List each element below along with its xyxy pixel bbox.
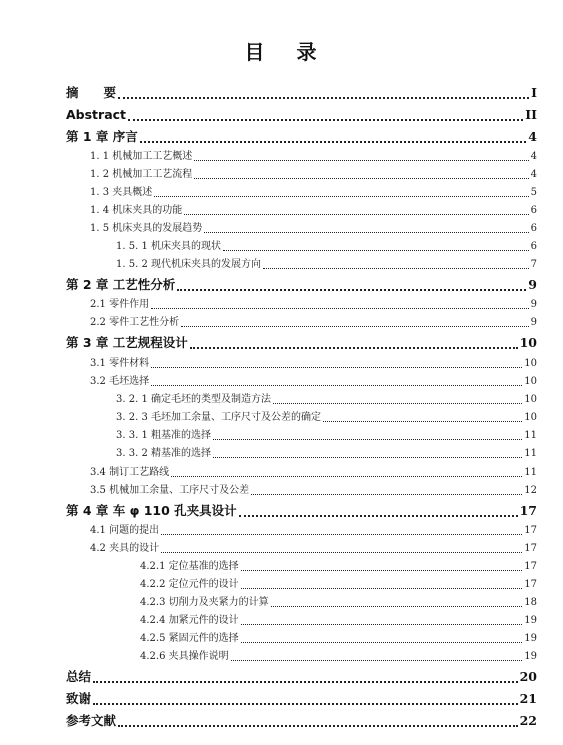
toc-section-entry[interactable] <box>116 257 537 272</box>
toc-entry-title: 3. 2. 3 毛坯加工余量、工序尺寸及公差的确定 <box>116 412 321 423</box>
toc-leader-dots <box>239 515 518 517</box>
toc-page-number: 10 <box>524 412 537 423</box>
toc-leader-dots <box>273 403 522 404</box>
toc-entry-title: 4.2.1 定位基准的选择 <box>140 561 239 572</box>
toc-leader-dots <box>204 232 528 233</box>
toc-leader-dots <box>118 97 529 99</box>
toc-entry-title: 1. 3 夹具概述 <box>90 187 153 198</box>
toc-entry-title: 第 2 章 工艺性分析 <box>66 277 176 292</box>
toc-section-entry[interactable] <box>90 374 537 389</box>
toc-leader-dots <box>184 214 528 215</box>
toc-chapter-entry[interactable] <box>66 128 537 146</box>
toc-page-number: 11 <box>524 467 537 478</box>
toc-leader-dots <box>231 660 523 661</box>
toc-page-number: 17 <box>524 561 537 572</box>
toc-page-number: 17 <box>524 579 537 590</box>
toc-leader-dots <box>171 476 522 477</box>
toc-section-entry[interactable] <box>116 428 537 443</box>
page-title-char-2: 录 <box>296 40 319 64</box>
toc-entry-title: Abstract <box>66 107 127 122</box>
toc-page-number: 4 <box>530 151 537 162</box>
toc-leader-dots <box>177 289 526 291</box>
toc-entry-title: 4.1 问题的提出 <box>90 525 160 536</box>
toc-section-entry[interactable] <box>116 392 537 407</box>
toc-leader-dots <box>190 347 518 349</box>
toc-leader-dots <box>241 624 523 625</box>
toc-leader-dots <box>251 494 522 495</box>
toc-section-entry[interactable] <box>140 559 537 574</box>
toc-section-entry[interactable] <box>90 465 537 480</box>
toc-page-number: 10 <box>524 394 537 405</box>
toc-leader-dots <box>154 196 528 197</box>
toc-chapter-entry[interactable] <box>66 690 537 708</box>
toc-section-entry[interactable] <box>116 239 537 254</box>
toc-page-number: 9 <box>528 277 537 292</box>
toc-entry-title: 4.2.3 切削力及夹紧力的计算 <box>140 597 269 608</box>
toc-leader-dots <box>161 534 522 535</box>
toc-page-number: 17 <box>524 525 537 536</box>
toc-page-number: 12 <box>524 485 537 496</box>
toc-section-entry[interactable] <box>140 649 537 664</box>
toc-page-number: II <box>525 107 537 122</box>
toc-leader-dots <box>151 367 522 368</box>
toc-entry-title: 1. 5. 2 现代机床夹具的发展方向 <box>116 259 261 270</box>
toc-section-entry[interactable] <box>90 185 537 200</box>
toc-section-entry[interactable] <box>90 356 537 371</box>
toc-leader-dots <box>213 439 522 440</box>
toc-page-number: 11 <box>524 430 537 441</box>
toc-page-number: 10 <box>524 358 537 369</box>
toc-entry-title: 4.2.6 夹具操作说明 <box>140 651 229 662</box>
toc-entry-title: 3.5 机械加工余量、工序尺寸及公差 <box>90 485 250 496</box>
toc-page-number: 19 <box>524 615 537 626</box>
toc-entry-title: 摘 要 <box>66 85 117 100</box>
toc-section-entry[interactable] <box>90 523 537 538</box>
toc-section-entry[interactable] <box>116 446 537 461</box>
toc-page-number: 17 <box>519 503 537 518</box>
toc-entry-title: 第 3 章 工艺规程设计 <box>66 335 188 350</box>
toc-page-number: 9 <box>530 317 537 328</box>
toc-section-entry[interactable] <box>140 595 537 610</box>
toc-page-number: 11 <box>524 448 537 459</box>
toc-entry-title: 致谢 <box>66 691 92 706</box>
toc-entry-title: 1. 4 机床夹具的功能 <box>90 205 183 216</box>
toc-leader-dots <box>263 268 529 269</box>
toc-page-number: 4 <box>528 129 537 144</box>
toc-leader-dots <box>241 570 523 571</box>
toc-entry-title: 第 4 章 车 φ 110 孔夹具设计 <box>66 503 237 518</box>
toc-page-number: 19 <box>524 651 537 662</box>
toc-entry-title: 1. 5 机床夹具的发展趋势 <box>90 223 203 234</box>
toc-section-entry[interactable] <box>90 483 537 498</box>
toc-leader-dots <box>151 385 522 386</box>
toc-page-number: 21 <box>519 691 537 706</box>
toc-chapter-entry[interactable] <box>66 502 537 520</box>
toc-page-number: 7 <box>530 259 537 270</box>
toc-chapter-entry[interactable] <box>66 276 537 294</box>
toc-section-entry[interactable] <box>90 149 537 164</box>
toc-entry-title: 2.1 零件作用 <box>90 299 150 310</box>
toc-section-entry[interactable] <box>90 167 537 182</box>
toc-entry-title: 3. 3. 1 粗基准的选择 <box>116 430 211 441</box>
toc-entry-title: 2.2 零件工艺性分析 <box>90 317 180 328</box>
toc-entry-title: 总结 <box>66 669 92 684</box>
toc-entry-title: 3.2 毛坯选择 <box>90 376 150 387</box>
toc-chapter-entry[interactable] <box>66 668 537 686</box>
toc-entry-title: 1. 2 机械加工工艺流程 <box>90 169 193 180</box>
toc-entry-title: 1. 5. 1 机床夹具的现状 <box>116 241 221 252</box>
toc-leader-dots <box>271 606 523 607</box>
toc-page-number: 6 <box>530 205 537 216</box>
toc-section-entry[interactable] <box>140 631 537 646</box>
toc-page-number: 5 <box>530 187 537 198</box>
toc-section-entry[interactable] <box>90 297 537 312</box>
page-title-char-1: 目 <box>244 40 267 64</box>
toc-section-entry[interactable] <box>116 410 537 425</box>
toc-entry-title: 参考文献 <box>66 713 117 728</box>
toc-chapter-entry[interactable] <box>66 106 537 124</box>
toc-entry-title: 3. 3. 2 精基准的选择 <box>116 448 211 459</box>
toc-page-number: 18 <box>524 597 537 608</box>
toc-section-entry[interactable] <box>140 577 537 592</box>
toc-entry-title: 4.2.2 定位元件的设计 <box>140 579 239 590</box>
toc-entry-title: 3.1 零件材料 <box>90 358 150 369</box>
toc-page-number: 22 <box>519 713 537 728</box>
toc-page-number: 17 <box>524 543 537 554</box>
toc-section-entry[interactable] <box>140 613 537 628</box>
toc-leader-dots <box>223 250 529 251</box>
toc-page-number: 19 <box>524 633 537 644</box>
toc-section-entry[interactable] <box>90 315 537 330</box>
toc-entry-title: 第 1 章 序言 <box>66 129 138 144</box>
toc-section-entry[interactable] <box>90 203 537 218</box>
toc-leader-dots <box>213 457 522 458</box>
toc-leader-dots <box>323 421 522 422</box>
toc-entry-title: 3. 2. 1 确定毛坯的类型及制造方法 <box>116 394 271 405</box>
toc-chapter-entry[interactable] <box>66 334 537 352</box>
toc-leader-dots <box>241 642 523 643</box>
toc-leader-dots <box>93 703 518 705</box>
toc-leader-dots <box>194 160 528 161</box>
toc-section-entry[interactable] <box>90 541 537 556</box>
toc-leader-dots <box>151 308 529 309</box>
toc-leader-dots <box>140 141 527 143</box>
toc-leader-dots <box>93 681 518 683</box>
toc-chapter-entry[interactable] <box>66 84 537 102</box>
toc-leader-dots <box>181 326 529 327</box>
toc-entry-title: 3.4 制订工艺路线 <box>90 467 170 478</box>
toc-section-entry[interactable] <box>90 221 537 236</box>
toc-page-number: 20 <box>519 669 537 684</box>
toc-page-number: 6 <box>530 223 537 234</box>
toc-chapter-entry[interactable] <box>66 712 537 730</box>
toc-entry-title: 4.2.5 紧固元件的选择 <box>140 633 239 644</box>
toc-leader-dots <box>241 588 523 589</box>
toc-page-number: 6 <box>530 241 537 252</box>
toc-page-number: 4 <box>530 169 537 180</box>
toc-leader-dots <box>194 178 528 179</box>
toc-leader-dots <box>128 119 523 121</box>
toc-page-number: 9 <box>530 299 537 310</box>
toc-entry-title: 4.2 夹具的设计 <box>90 543 160 554</box>
toc-page-number: I <box>531 85 537 100</box>
toc-entry-title: 4.2.4 加紧元件的设计 <box>140 615 239 626</box>
toc-entry-title: 1. 1 机械加工工艺概述 <box>90 151 193 162</box>
toc-page-number: 10 <box>519 335 537 350</box>
toc-leader-dots <box>161 552 522 553</box>
toc-page-number: 10 <box>524 376 537 387</box>
toc-leader-dots <box>118 725 518 727</box>
